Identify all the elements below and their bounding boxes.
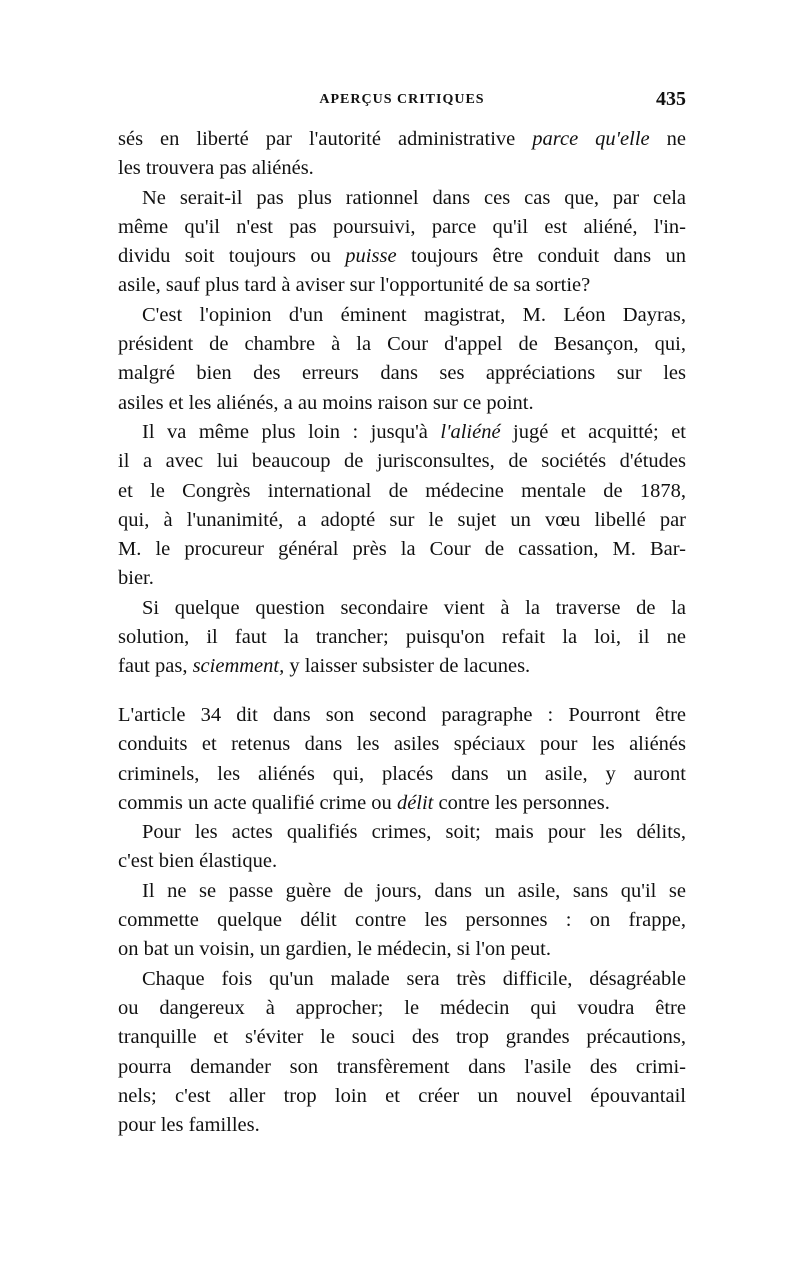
text-segment: criminels, les aliénés qui, placés dans un asile, y auront — [118, 762, 686, 785]
text-line — [118, 906, 686, 935]
text-line — [118, 301, 686, 330]
text-line — [118, 564, 686, 593]
text-line — [118, 730, 686, 759]
text-line — [118, 477, 686, 506]
text-line — [118, 213, 686, 242]
text-line — [118, 154, 686, 183]
text-segment: Il va même plus loin : jusqu'à — [142, 420, 441, 443]
text-line — [118, 506, 686, 535]
text-line — [118, 1023, 686, 1052]
text-line — [118, 389, 686, 418]
text-line — [118, 877, 686, 906]
text-line — [118, 1111, 686, 1140]
text-segment: C'est l'opinion d'un éminent magistrat, M. Léon Dayras, — [142, 303, 686, 326]
text-segment: L'article 34 dit dans son second paragraphe : Pourront être — [118, 704, 686, 726]
text-segment: Chaque fois qu'un malade sera très difficile, désagréable — [142, 967, 686, 990]
italic-text: parce qu'elle — [532, 128, 650, 150]
text-segment: on bat un voisin, un gardien, le médecin, si l'on peut. — [118, 938, 551, 961]
text-segment: Si quelque question secondaire vient à la traverse de la — [142, 596, 686, 619]
text-segment: Ne serait-il pas plus rationnel dans ces cas que, par cela — [142, 186, 686, 209]
text-block-lower — [118, 701, 686, 1140]
text-line — [118, 818, 686, 847]
text-line — [118, 447, 686, 476]
text-line — [118, 594, 686, 623]
text-segment: il a avec lui beaucoup de jurisconsultes, de sociétés d'études — [118, 450, 686, 473]
running-title: APERÇUS CRITIQUES — [319, 92, 485, 107]
text-line — [118, 1082, 686, 1111]
text-line — [118, 418, 686, 447]
text-segment: Il ne se passe guère de jours, dans un asile, sans qu'il se — [142, 879, 686, 902]
text-segment: et le Congrès international de médecine mentale de 1878, — [118, 479, 686, 502]
text-segment: dividu soit toujours ou — [118, 245, 346, 268]
text-line — [118, 789, 686, 818]
text-line — [118, 935, 686, 964]
text-segment: conduits et retenus dans les asiles spéciaux pour les aliénés — [118, 733, 686, 756]
text-segment: M. le procureur général près la Cour de cassation, M. Bar- — [118, 538, 686, 561]
text-segment: pour les familles. — [118, 1114, 260, 1137]
page-number: 435 — [656, 88, 686, 110]
text-line — [118, 847, 686, 876]
text-segment: tranquille et s'éviter le souci des trop grandes précautions, — [118, 1026, 686, 1049]
text-segment: ou dangereux à approcher; le médecin qui voudra être — [118, 996, 686, 1019]
text-line — [118, 271, 686, 300]
text-segment: nels; c'est aller trop loin et créer un nouvel épouvantail — [118, 1084, 686, 1107]
text-line — [118, 330, 686, 359]
text-segment: c'est bien élastique. — [118, 850, 278, 873]
text-segment: toujours être conduit dans un — [396, 245, 686, 268]
text-segment: faut pas, — [118, 655, 193, 678]
text-line — [118, 652, 686, 681]
text-line — [118, 359, 686, 388]
text-segment: y laisser subsister de lacunes. — [284, 655, 531, 678]
text-line — [118, 184, 686, 213]
running-head — [118, 88, 686, 118]
text-segment: solution, il faut la trancher; puisqu'on refait la loi, il ne — [118, 626, 686, 649]
text-segment: asile, sauf plus tard à aviser sur l'opportunité de sa sortie? — [118, 274, 591, 297]
italic-text: puisse — [345, 245, 397, 268]
italic-text: délit — [396, 791, 434, 814]
text-block-upper — [118, 125, 686, 682]
italic-text: sciemment, — [192, 655, 285, 678]
text-line — [118, 994, 686, 1023]
text-segment: sés en liberté par l'autorité administrative — [118, 128, 533, 150]
text-line — [118, 701, 686, 730]
text-segment: les trouvera pas aliénés. — [118, 157, 314, 180]
text-segment: jugé et acquitté; et — [500, 420, 686, 443]
text-segment: asiles et les aliénés, a au moins raison sur ce point. — [118, 391, 534, 414]
italic-text: l'aliéné — [440, 420, 501, 443]
text-line — [118, 125, 686, 154]
text-line — [118, 623, 686, 652]
text-segment: même qu'il n'est pas poursuivi, parce qu'il est aliéné, l'in- — [118, 215, 686, 238]
text-segment: commette quelque délit contre les personnes : on frappe, — [118, 909, 686, 932]
text-segment: président de chambre à la Cour d'appel de Besançon, qui, — [118, 333, 686, 356]
text-segment: Pour les actes qualifiés crimes, soit; mais pour les délits, — [142, 821, 686, 844]
text-line — [118, 535, 686, 564]
text-segment: qui, à l'unanimité, a adopté sur le sujet un vœu libellé par — [118, 508, 686, 531]
text-segment: contre les personnes. — [433, 791, 610, 814]
text-line — [118, 965, 686, 994]
text-line — [118, 242, 686, 271]
text-segment: malgré bien des erreurs dans ses appréciations sur les — [118, 362, 686, 385]
text-line — [118, 760, 686, 789]
text-segment: ne — [649, 128, 687, 150]
text-segment: bier. — [118, 567, 154, 590]
text-segment: pourra demander son transfèrement dans l'asile des crimi- — [118, 1055, 686, 1078]
text-segment: commis un acte qualifié crime ou — [118, 791, 397, 814]
text-line — [118, 1053, 686, 1082]
